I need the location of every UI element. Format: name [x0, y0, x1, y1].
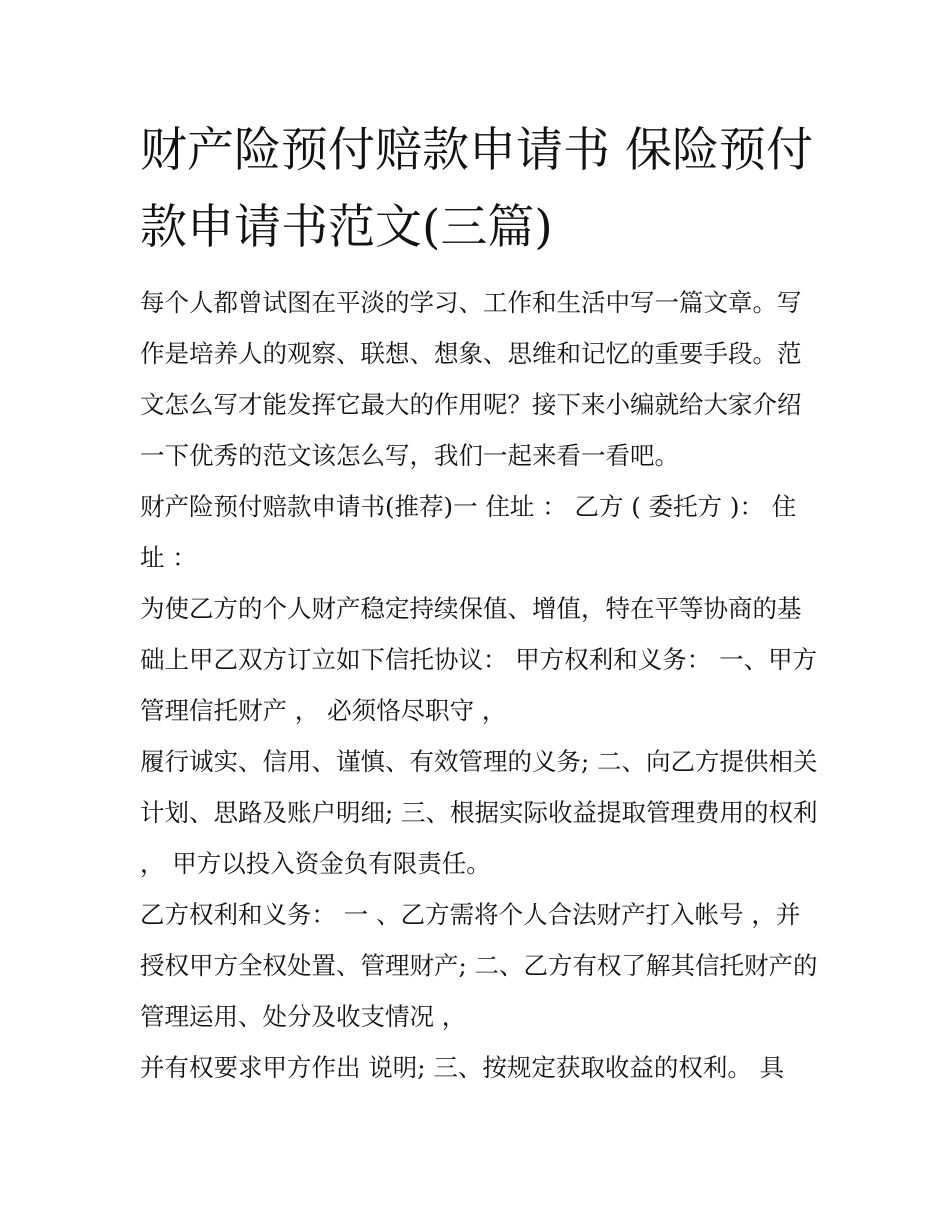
paragraph-party-a-duties: 履行诚实、信用、谨慎、有效管理的义务; 二、向乙方提供相关计划、思路及账户明细; 三、根据实际收益提取管理费用的权利 ， 甲方以投入资金负有限责任。	[140, 747, 818, 878]
paragraph-party-b-continued: 并有权要求甲方作出 说明; 三、按规定获取收益的权利。 具	[140, 1053, 785, 1082]
document-title: 财产险预付赔款申请书 保险预付款申请书范文(三篇)	[140, 123, 813, 255]
paragraph-intro: 每个人都曾试图在平淡的学习、工作和生活中写一篇文章。写作是培养人的观察、联想、想象、思维和记忆的重要手段。范文怎么写才能发挥它最大的作用呢？接下来小编就给大家介绍一下优秀的范文该怎么写，我们一起来看一看吧。	[140, 288, 802, 470]
document-body	[140, 277, 820, 1093]
paragraph-party-b-rights: 乙方权利和义务： 一 、乙方需将个人合法财产打入帐号 ，并授权甲方全权处置、管理财产; 二、乙方有权了解其信托财产的管理运用、处分及收支情况 ，	[140, 900, 818, 1031]
paragraph-agreement: 为使乙方的个人财产稳定持续保值、增值，特在平等协商的基础上甲乙双方订立如下信托协议： 甲方权利和义务： 一、甲方管理信托财产 ， 必须恪尽职守 ，	[140, 594, 818, 725]
paragraph-address: 财产险预付赔款申请书(推荐)一 住址 ： 乙方 ( 委托方 )： 住址 ：	[140, 492, 797, 572]
